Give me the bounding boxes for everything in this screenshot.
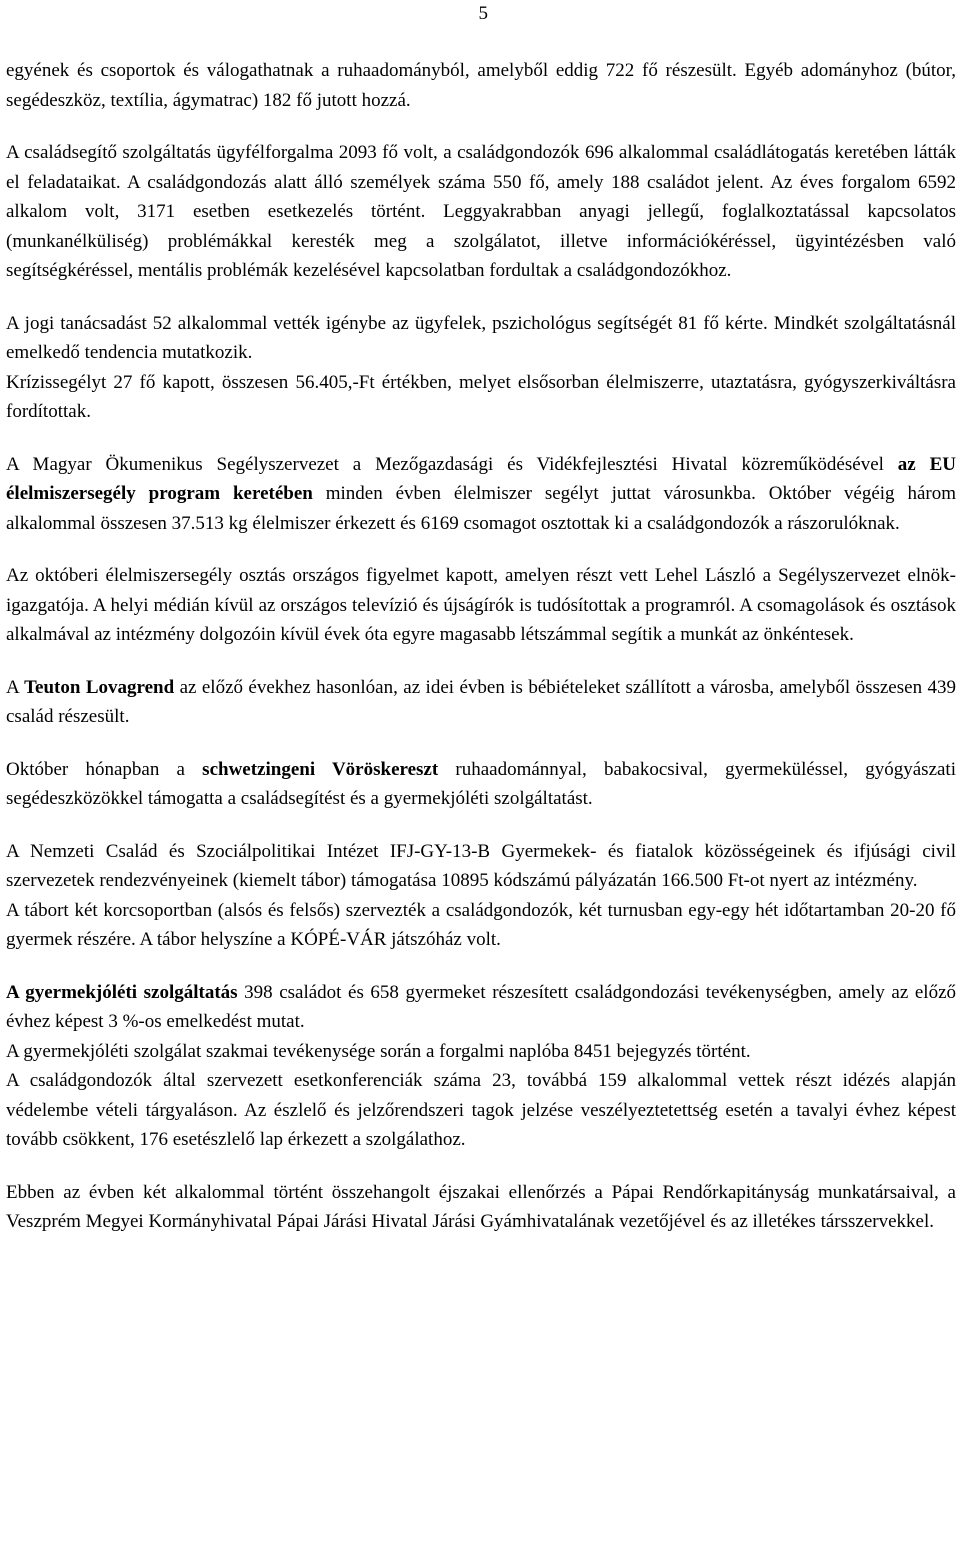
paragraph bbox=[6, 450, 956, 539]
paragraph-gap bbox=[6, 427, 956, 450]
text-run: Október hónapban a bbox=[6, 758, 203, 780]
paragraph bbox=[6, 1178, 956, 1237]
text-run: egyének és csoportok és válogathatnak a ruhaadományból, amelyből eddig 722 fő részesült. Egyéb adományhoz (bútor, segédeszköz, textília, ágymatrac) 182 fő jutott hozzá. bbox=[6, 60, 956, 111]
paragraph-gap bbox=[6, 732, 956, 755]
paragraph bbox=[6, 368, 956, 427]
paragraph-gap bbox=[6, 650, 956, 673]
paragraph bbox=[6, 56, 956, 115]
paragraph bbox=[6, 309, 956, 368]
text-run: A családsegítő szolgáltatás ügyfélforgalma 2093 fő volt, a családgondozók 696 alkalommal családlátogatás keretében látták el feladataikat. A családgondozás alatt álló személyek száma 550 fő, amely 188 családot jelent. Az éves forgalom 6592 alkalom volt, 3171 esetben esetkezelés történt. Leggyakrabban anyagi jellegű, foglalkoztatással kapcsolatos (munkanélküliség) problémákkal keresték meg a szolgálatot, illetve információkéréssel, ügyintézésben való segítségkéréssel, mentális problémák kezelésével kapcsolatban fordultak a családgondozókhoz. bbox=[6, 142, 956, 281]
paragraph-gap bbox=[6, 955, 956, 978]
paragraph bbox=[6, 1066, 956, 1155]
paragraph-gap bbox=[6, 115, 956, 138]
text-run: ruhaadománnyal, babakocsival, gyermeküléssel, gyógyászati segédeszközökkel támogatta a családsegítést és a gyermekjóléti szolgáltatást. bbox=[6, 758, 956, 809]
text-run: A bbox=[6, 676, 25, 698]
text-run: 398 családot és 658 gyermeket részesített családgondozási tevékenységben, amely az előző évhez képest 3 %-os emelkedést mutat. bbox=[6, 981, 956, 1032]
text-run: Ebben az évben két alkalommal történt összehangolt éjszakai ellenőrzés a Pápai Rendőrkapitányság munkatársaival, a Veszprém Megyei Kormányhivatal Pápai Járási Hivatal Járási Gyámhivatalának vezetőjével és az illetékes társszervekkel. bbox=[6, 1181, 956, 1232]
bold-text: A gyermekjóléti szolgáltatás bbox=[6, 981, 238, 1003]
document-body bbox=[6, 56, 956, 1237]
text-run: Az októberi élelmiszersegély osztás országos figyelmet kapott, amelyen részt vett Lehel László a Segélyszervezet elnök-igazgatója. A helyi médián kívül az országos televízió és újságírók is tudósítottak a programról. A csomagolások és osztások alkalmával az intézmény dolgozóin kívül évek óta egyre magasabb létszámmal segítik a munkát az önkéntesek. bbox=[6, 565, 956, 645]
paragraph-gap bbox=[6, 814, 956, 837]
text-run: minden évben élelmiszer segélyt juttat városunkba. Október végéig három alkalommal összesen 37.513 kg élelmiszer érkezett és 6169 csomagot osztottak ki a családgondozók a rászorulóknak. bbox=[6, 483, 956, 534]
paragraph bbox=[6, 1037, 956, 1067]
paragraph bbox=[6, 837, 956, 896]
text-run: A tábort két korcsoportban (alsós és felsős) szervezték a családgondozók, két turnusban egy-egy hét időtartamban 20-20 fő gyermek részére. A tábor helyszíne a KÓPÉ-VÁR játszóház volt. bbox=[6, 899, 956, 950]
bold-text: az EU élelmiszersegély program keretében bbox=[6, 453, 957, 504]
paragraph-gap bbox=[6, 538, 956, 561]
paragraph-gap bbox=[6, 1155, 956, 1178]
text-run: A családgondozók által szervezett esetkonferenciák száma 23, továbbá 159 alkalommal vettek részt idézés alapján védelembe vételi tárgyaláson. Az észlelő és jelzőrendszeri tagok jelzése veszélyeztetettség esetén a tavalyi évhez képest tovább csökkent, 176 esetészlelő lap érkezett a szolgálathoz. bbox=[6, 1070, 956, 1150]
paragraph bbox=[6, 896, 956, 955]
text-run: Krízissegélyt 27 fő kapott, összesen 56.405,-Ft értékben, melyet elsősorban élelmiszerre, utaztatásra, gyógyszerkiváltásra fordítottak. bbox=[6, 371, 956, 422]
text-run: A jogi tanácsadást 52 alkalommal vették igénybe az ügyfelek, pszichológus segítségét 81 fő kérte. Mindkét szolgáltatásnál emelkedő tendencia mutatkozik. bbox=[6, 312, 956, 363]
paragraph bbox=[6, 978, 956, 1037]
paragraph bbox=[6, 755, 956, 814]
paragraph bbox=[6, 561, 956, 650]
text-run: A gyermekjóléti szolgálat szakmai tevékenysége során a forgalmi naplóba 8451 bejegyzés történt. bbox=[6, 1040, 751, 1062]
text-run: az előző évekhez hasonlóan, az idei évben is bébiételeket szállított a városba, amelyből összesen 439 család részesült. bbox=[6, 676, 956, 727]
page-number: 5 bbox=[478, 3, 488, 24]
paragraph bbox=[6, 673, 956, 732]
text-run: A Magyar Ökumenikus Segélyszervezet a Mezőgazdasági és Vidékfejlesztési Hivatal közreműködésével bbox=[6, 453, 898, 475]
bold-text: Teuton Lovagrend bbox=[24, 676, 175, 698]
paragraph bbox=[6, 138, 956, 286]
bold-text: schwetzingeni Vöröskereszt bbox=[202, 758, 439, 780]
text-run: A Nemzeti Család és Szociálpolitikai Intézet IFJ-GY-13-B Gyermekek- és fiatalok közösségeinek és ifjúsági civil szervezetek rendezvényeinek (kiemelt tábor) támogatása 10895 kódszámú pályázatán 166.500 Ft-ot nyert az intézmény. bbox=[6, 840, 956, 891]
paragraph-gap bbox=[6, 286, 956, 309]
